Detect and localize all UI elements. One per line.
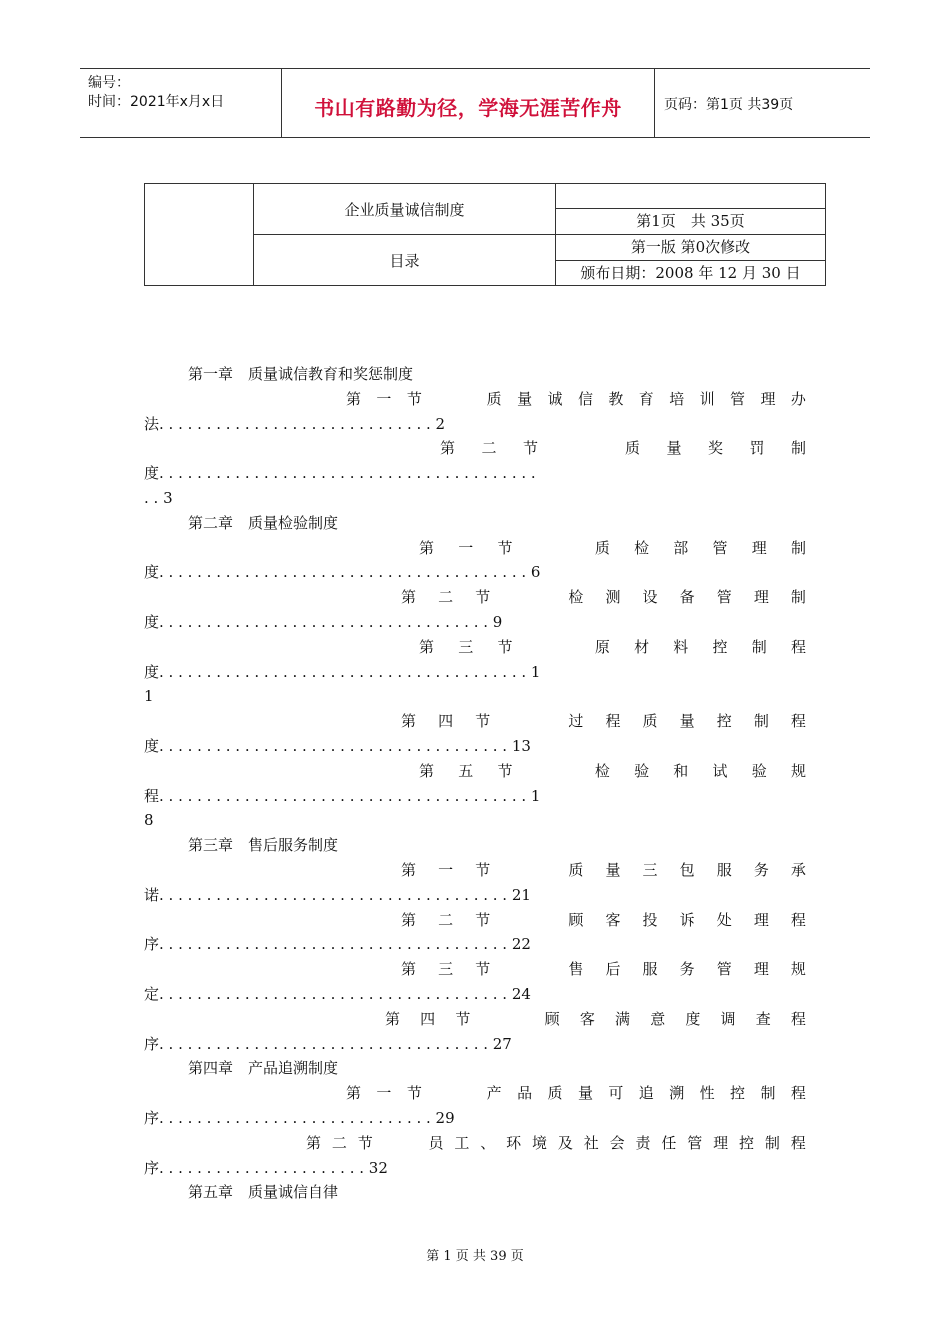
toc-heading-char: 售 xyxy=(568,960,584,979)
toc-heading-char: 程 xyxy=(790,910,806,929)
toc-heading-char: 材 xyxy=(634,637,650,656)
toc-section-leader[interactable]: 序. . . . . . . . . . . . . . . . . . . . . . . . . . . . . . . . . . . 27 xyxy=(144,1034,512,1053)
toc-heading-char: 理 xyxy=(753,960,769,979)
toc-heading-char: 第 xyxy=(401,860,417,879)
toc-section-heading[interactable] xyxy=(144,387,806,412)
toc-heading-char: 量 xyxy=(679,712,695,731)
toc-heading-char: 奖 xyxy=(707,439,723,458)
toc-heading-char: 溯 xyxy=(669,1084,685,1103)
toc-heading-char: 料 xyxy=(673,637,689,656)
toc-section-leader[interactable]: 序. . . . . . . . . . . . . . . . . . . . . . . . . . . . . 29 xyxy=(144,1108,455,1127)
toc-heading-char: 第 xyxy=(306,1133,322,1152)
toc-heading-char: 质 xyxy=(624,439,640,458)
toc-heading-char xyxy=(384,1131,418,1156)
toc-heading-char: 境 xyxy=(531,1133,547,1152)
toc-section-leader[interactable]: 序. . . . . . . . . . . . . . . . . . . . . . 32 xyxy=(144,1158,388,1177)
toc-section-heading[interactable] xyxy=(144,858,806,883)
toc-heading-char: 第 xyxy=(419,761,435,780)
toc-heading-char: 原 xyxy=(594,637,610,656)
toc-heading-char: 程 xyxy=(790,712,806,731)
toc-heading-char: 质 xyxy=(594,538,610,557)
toc-heading-char: 节 xyxy=(406,389,422,408)
toc-heading-char: 和 xyxy=(673,761,689,780)
toc-heading-char: 节 xyxy=(523,439,539,458)
document-control-table xyxy=(144,183,826,286)
toc-heading-char: 五 xyxy=(458,761,474,780)
toc-heading-char: 程 xyxy=(605,712,621,731)
toc-section-heading[interactable] xyxy=(144,957,806,982)
toc-section-leader[interactable]: 度. . . . . . . . . . . . . . . . . . . . . . . . . . . . . . . . . . . . . . . 6 xyxy=(144,563,541,582)
toc-heading-char: 信 xyxy=(577,389,593,408)
toc-heading-char: 投 xyxy=(642,910,658,929)
toc-heading-char: 查 xyxy=(755,1009,771,1028)
toc-heading-char xyxy=(537,759,571,784)
toc-heading-char: 产 xyxy=(486,1084,502,1103)
toc-heading-char: 量 xyxy=(577,1084,593,1103)
toc-heading-char: 任 xyxy=(661,1133,677,1152)
toc-heading-char: 育 xyxy=(638,389,654,408)
logo-cell xyxy=(145,184,254,285)
toc-heading-char: 制 xyxy=(790,538,806,557)
toc-heading-char xyxy=(537,635,571,660)
issue-date-cell: 颁布日期：2008 年 12 月 30 日 xyxy=(580,264,801,282)
toc-section-leader[interactable]: 度. . . . . . . . . . . . . . . . . . . . . . . . . . . . . . . . . . . . . . . . xyxy=(144,464,536,483)
header-slogan: 书山有路勤为径，学海无涯苦作舟 xyxy=(314,96,622,120)
toc-heading-char: 意 xyxy=(650,1009,666,1028)
toc-section-heading[interactable] xyxy=(144,709,806,734)
toc-section-leader[interactable]: 法. . . . . . . . . . . . . . . . . . . . . . . . . . . . . 2 xyxy=(144,414,446,433)
toc-heading-char: 节 xyxy=(357,1133,373,1152)
toc-heading-char: 性 xyxy=(699,1084,715,1103)
running-header xyxy=(80,68,870,138)
header-page-cell xyxy=(655,69,870,137)
toc-heading-char xyxy=(437,387,471,412)
toc-heading-char: 验 xyxy=(634,761,650,780)
toc-section-heading[interactable] xyxy=(144,1081,806,1106)
toc-heading-char: 后 xyxy=(605,960,621,979)
toc-heading-char: 备 xyxy=(679,588,695,607)
toc-heading-char: 三 xyxy=(458,637,474,656)
table-of-contents xyxy=(144,362,806,1205)
toc-chapter[interactable]: 第四章 产品追溯制度 xyxy=(188,1059,339,1078)
toc-heading-char: 质 xyxy=(547,1084,563,1103)
toc-heading-char: 理 xyxy=(760,389,776,408)
toc-heading-char: 制 xyxy=(764,1133,780,1152)
document-title: 企业质量诚信制度 xyxy=(254,184,556,235)
toc-heading-char: 度 xyxy=(685,1009,701,1028)
toc-section-heading[interactable] xyxy=(144,1007,806,1032)
toc-heading-char xyxy=(537,536,571,561)
toc-heading-char: 三 xyxy=(642,860,658,879)
toc-heading-char: 管 xyxy=(712,538,728,557)
toc-heading-char: 客 xyxy=(605,910,621,929)
toc-section-leader-wrap[interactable]: . . 3 xyxy=(144,488,173,507)
toc-section-heading[interactable] xyxy=(144,1131,806,1156)
toc-heading-char: 第 xyxy=(346,1084,362,1103)
toc-heading-char: 程 xyxy=(790,1009,806,1028)
toc-heading-char: 程 xyxy=(790,637,806,656)
toc-heading-char: 程 xyxy=(790,1133,806,1152)
toc-heading-char: 第 xyxy=(440,439,456,458)
toc-heading-char: 罚 xyxy=(749,439,765,458)
toc-heading-char: 培 xyxy=(669,389,685,408)
toc-heading-char: 验 xyxy=(751,761,767,780)
empty-cell xyxy=(556,184,825,209)
toc-heading-char: 办 xyxy=(790,389,806,408)
toc-heading-char: 顾 xyxy=(544,1009,560,1028)
toc-chapter[interactable]: 第三章 售后服务制度 xyxy=(188,836,339,855)
toc-heading-char: 节 xyxy=(455,1009,471,1028)
toc-heading-char: 质 xyxy=(486,389,502,408)
toc-heading-char xyxy=(512,585,546,610)
toc-heading-char: 管 xyxy=(716,588,732,607)
toc-section-leader[interactable]: 度. . . . . . . . . . . . . . . . . . . . . . . . . . . . . . . . . . . 9 xyxy=(144,612,503,631)
toc-heading-char: 顾 xyxy=(568,910,584,929)
toc-heading-char: 测 xyxy=(605,588,621,607)
toc-section-heading[interactable] xyxy=(144,536,806,561)
toc-heading-char: 制 xyxy=(790,439,806,458)
toc-heading-char: 服 xyxy=(716,860,732,879)
toc-heading-char: 节 xyxy=(497,761,513,780)
toc-heading-char: 过 xyxy=(568,712,584,731)
toc-heading-char xyxy=(512,858,546,883)
toc-heading-char: 环 xyxy=(506,1133,522,1152)
toc-heading-char: 及 xyxy=(557,1133,573,1152)
toc-heading-char: 控 xyxy=(712,637,728,656)
toc-heading-char: 包 xyxy=(679,860,695,879)
toc-heading-char: 检 xyxy=(634,538,650,557)
toc-heading-char xyxy=(491,1007,525,1032)
header-page-info: 页码：第1页 共39页 xyxy=(664,97,794,113)
toc-heading-char: 一 xyxy=(376,389,392,408)
toc-section-leader[interactable]: 程. . . . . . . . . . . . . . . . . . . . . . . . . . . . . . . . . . . . . . . 1 xyxy=(144,786,541,805)
toc-heading-char: 第 xyxy=(401,960,417,979)
toc-heading-char: 理 xyxy=(751,538,767,557)
toc-section-leader-wrap[interactable]: 8 xyxy=(144,811,154,830)
document-subtitle: 目录 xyxy=(254,235,556,285)
toc-heading-char: 控 xyxy=(738,1133,754,1152)
toc-heading-char: 、 xyxy=(480,1133,496,1152)
toc-heading-char: 节 xyxy=(475,960,491,979)
toc-heading-char: 品 xyxy=(517,1084,533,1103)
toc-heading-char: 社 xyxy=(583,1133,599,1152)
toc-chapter[interactable]: 第一章 质量诚信教育和奖惩制度 xyxy=(188,365,414,383)
toc-heading-char: 第 xyxy=(385,1009,401,1028)
toc-heading-char: 规 xyxy=(790,960,806,979)
toc-section-heading[interactable] xyxy=(144,585,806,610)
toc-heading-char: 满 xyxy=(615,1009,631,1028)
toc-heading-char: 管 xyxy=(730,389,746,408)
toc-heading-char: 客 xyxy=(579,1009,595,1028)
toc-heading-char: 二 xyxy=(331,1133,347,1152)
toc-heading-char: 教 xyxy=(608,389,624,408)
toc-heading-char: 制 xyxy=(790,588,806,607)
toc-heading-char: 设 xyxy=(642,588,658,607)
toc-chapter[interactable]: 第五章 质量诚信自律 xyxy=(188,1183,339,1202)
toc-heading-char: 制 xyxy=(760,1084,776,1103)
toc-heading-char: 规 xyxy=(790,761,806,780)
toc-heading-char: 质 xyxy=(642,712,658,731)
toc-heading-char xyxy=(512,908,546,933)
toc-chapter[interactable]: 第二章 质量检验制度 xyxy=(188,513,339,532)
toc-heading-char xyxy=(565,436,599,461)
toc-heading-char: 节 xyxy=(497,538,513,557)
toc-heading-char xyxy=(512,957,546,982)
toc-heading-char: 工 xyxy=(454,1133,470,1152)
toc-heading-char: 节 xyxy=(475,860,491,879)
toc-heading-char: 二 xyxy=(438,910,454,929)
date-label: 时间：2021年x月x日 xyxy=(88,94,225,110)
toc-heading-char: 量 xyxy=(666,439,682,458)
toc-heading-char: 管 xyxy=(716,960,732,979)
toc-heading-char: 第 xyxy=(401,910,417,929)
toc-heading-char xyxy=(512,709,546,734)
toc-heading-char: 追 xyxy=(638,1084,654,1103)
toc-heading-char: 检 xyxy=(594,761,610,780)
page-count-cell: 第1页 共 35页 xyxy=(556,209,825,235)
toc-heading-char: 试 xyxy=(712,761,728,780)
toc-heading-char: 一 xyxy=(438,860,454,879)
toc-heading-char: 服 xyxy=(642,960,658,979)
toc-section-leader[interactable]: 诺. . . . . . . . . . . . . . . . . . . . . . . . . . . . . . . . . . . . . 21 xyxy=(144,885,531,904)
toc-heading-char: 务 xyxy=(679,960,695,979)
serial-number-label: 编号： xyxy=(88,75,130,91)
toc-heading-char: 管 xyxy=(687,1133,703,1152)
header-meta-cell xyxy=(80,69,282,137)
toc-heading-char: 节 xyxy=(406,1084,422,1103)
toc-heading-char: 四 xyxy=(438,712,454,731)
toc-heading-char: 量 xyxy=(605,860,621,879)
toc-heading-char: 责 xyxy=(635,1133,651,1152)
toc-heading-char: 节 xyxy=(475,910,491,929)
toc-heading-char: 第 xyxy=(401,712,417,731)
toc-heading-char: 务 xyxy=(753,860,769,879)
toc-heading-char: 制 xyxy=(753,712,769,731)
toc-heading-char: 理 xyxy=(753,910,769,929)
toc-section-heading[interactable] xyxy=(144,908,806,933)
toc-heading-char: 理 xyxy=(713,1133,729,1152)
toc-section-heading[interactable] xyxy=(144,436,806,461)
toc-heading-char: 质 xyxy=(568,860,584,879)
toc-heading-char: 控 xyxy=(716,712,732,731)
toc-heading-char: 第 xyxy=(401,588,417,607)
toc-heading-char: 节 xyxy=(475,588,491,607)
header-slogan-cell xyxy=(282,69,655,137)
toc-heading-char: 二 xyxy=(438,588,454,607)
toc-heading-char: 二 xyxy=(481,439,497,458)
toc-heading-char: 节 xyxy=(497,637,513,656)
toc-heading-char: 训 xyxy=(699,389,715,408)
toc-heading-char: 三 xyxy=(438,960,454,979)
toc-heading-char: 诉 xyxy=(679,910,695,929)
toc-heading-char: 员 xyxy=(428,1133,444,1152)
toc-heading-char: 第 xyxy=(419,538,435,557)
toc-heading-char: 处 xyxy=(716,910,732,929)
toc-heading-char: 制 xyxy=(751,637,767,656)
toc-heading-char: 部 xyxy=(673,538,689,557)
toc-heading-char: 程 xyxy=(790,1084,806,1103)
toc-section-heading[interactable] xyxy=(144,635,806,660)
toc-heading-char: 检 xyxy=(568,588,584,607)
toc-heading-char: 控 xyxy=(730,1084,746,1103)
toc-heading-char: 第 xyxy=(346,389,362,408)
toc-heading-char: 会 xyxy=(609,1133,625,1152)
toc-section-leader[interactable]: 度. . . . . . . . . . . . . . . . . . . . . . . . . . . . . . . . . . . . . 13 xyxy=(144,736,531,755)
toc-section-heading[interactable] xyxy=(144,759,806,784)
toc-heading-char: 理 xyxy=(753,588,769,607)
toc-heading-char: 第 xyxy=(419,637,435,656)
toc-heading-char: 量 xyxy=(517,389,533,408)
toc-heading-char: 承 xyxy=(790,860,806,879)
toc-heading-char: 一 xyxy=(458,538,474,557)
toc-heading-char: 节 xyxy=(475,712,491,731)
version-cell: 第一版 第0次修改 xyxy=(556,235,825,261)
toc-section-leader[interactable]: 定. . . . . . . . . . . . . . . . . . . . . . . . . . . . . . . . . . . . . 24 xyxy=(144,984,531,1003)
page-footer: 第 1 页 共 39 页 xyxy=(426,1249,524,1264)
toc-section-leader-wrap[interactable]: 1 xyxy=(144,687,154,706)
toc-heading-char: 诚 xyxy=(547,389,563,408)
toc-heading-char xyxy=(437,1081,471,1106)
toc-section-leader[interactable]: 序. . . . . . . . . . . . . . . . . . . . . . . . . . . . . . . . . . . . . 22 xyxy=(144,935,531,954)
toc-heading-char: 一 xyxy=(376,1084,392,1103)
toc-heading-char: 四 xyxy=(420,1009,436,1028)
toc-heading-char: 可 xyxy=(608,1084,624,1103)
toc-heading-char: 调 xyxy=(720,1009,736,1028)
toc-section-leader[interactable]: 度. . . . . . . . . . . . . . . . . . . . . . . . . . . . . . . . . . . . . . . 1 xyxy=(144,662,541,681)
